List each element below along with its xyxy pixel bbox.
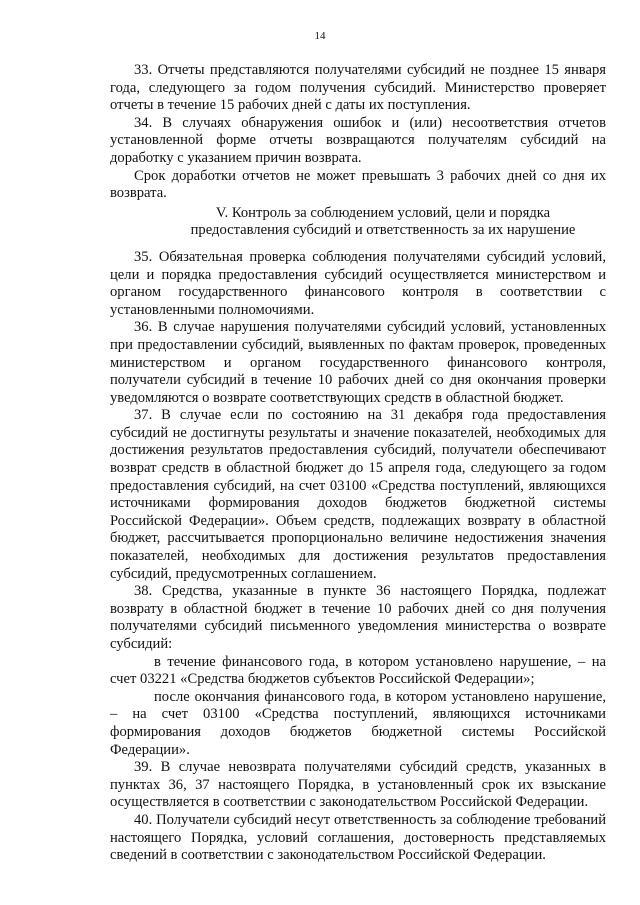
page-number: 14 [314, 30, 326, 42]
section-heading-line-2: предоставления субсидий и ответственность за их нарушение [190, 222, 576, 239]
paragraph-38: 38. Средства, указанные в пункте 36 настоящего Порядка, подлежат возврату в областной бюджет в течение 10 рабочих дней со дня получения получателями субсидий письменного уведомления министерства о возврате субсидий: [110, 583, 606, 652]
paragraph-37: 37. В случае если по состоянию на 31 декабря года предоставления субсидий не достигнуты результаты и значение показателей, необходимых для достижения результатов предоставления субсидий, получатели обеспечивают возврат средств в областной бюджет до 15 апреля года, следующего за годом предоставления субсидий, на счет 03100 «Средства поступлений, являющихся источниками формирования доходов бюджетов бюджетной системы Российской Федерации». Объем средств, подлежащих возврату в областной бюджет, рассчитывается пропорционально величине недостижения значения показателей, необходимых для достижения результатов предоставления субсидий, предусмотренных соглашением. [110, 407, 606, 582]
paragraph-39: 39. В случае невозврата получателями субсидий средств, указанных в пунктах 36, 37 настоящего Порядка, в установленный срок их взыскание осуществляется в соответствии с законодательством Российской Федерации. [110, 759, 606, 811]
paragraph-38-item-1: в течение финансового года, в котором установлено нарушение, – на счет 03221 «Средства бюджетов субъектов Российской Федерации»; [110, 653, 606, 688]
document-body [110, 62, 606, 865]
paragraph-38-item-2: после окончания финансового года, в котором установлено нарушение, – на счет 03100 «Средства поступлений, являющихся источниками формирования доходов бюджетов бюджетной системы Российской Федерации». [110, 688, 606, 758]
paragraph-33: 33. Отчеты представляются получателями субсидий не позднее 15 января года, следующего за годом получения субсидий. Министерство проверяет отчеты в течение 15 рабочих дней с даты их поступления. [110, 62, 606, 114]
paragraph-34-term: Срок доработки отчетов не может превышать 3 рабочих дней со дня их возврата. [110, 167, 606, 202]
section-heading-line-1: V. Контроль за соблюдением условий, цели и порядка [215, 204, 551, 221]
section-heading [110, 205, 606, 240]
paragraph-35: 35. Обязательная проверка соблюдения получателями субсидий условий, цели и порядка предоставления субсидий осуществляется министерством и органом государственного финансового контроля в соответствии с установленными полномочиями. [110, 248, 606, 318]
paragraph-40: 40. Получатели субсидий несут ответственность за соблюдение требований настоящего Порядка, условий соглашения, достоверность представляемых сведений в соответствии с законодательством Российской Федерации. [110, 811, 606, 864]
paragraph-36: 36. В случае нарушения получателями субсидий условий, установленных при предоставлении субсидий, выявленных по фактам проверок, проведенных министерством и органом государственного финансового контроля, получатели субсидий в течение 10 рабочих дней со дня окончания проверки уведомляются о возврате соответствующих средств в областной бюджет. [110, 319, 606, 406]
paragraph-34: 34. В случаях обнаружения ошибок и (или) несоответствия отчетов установленной форме отчеты возвращаются получателям субсидий на доработку с указанием причин возврата. [110, 114, 606, 166]
